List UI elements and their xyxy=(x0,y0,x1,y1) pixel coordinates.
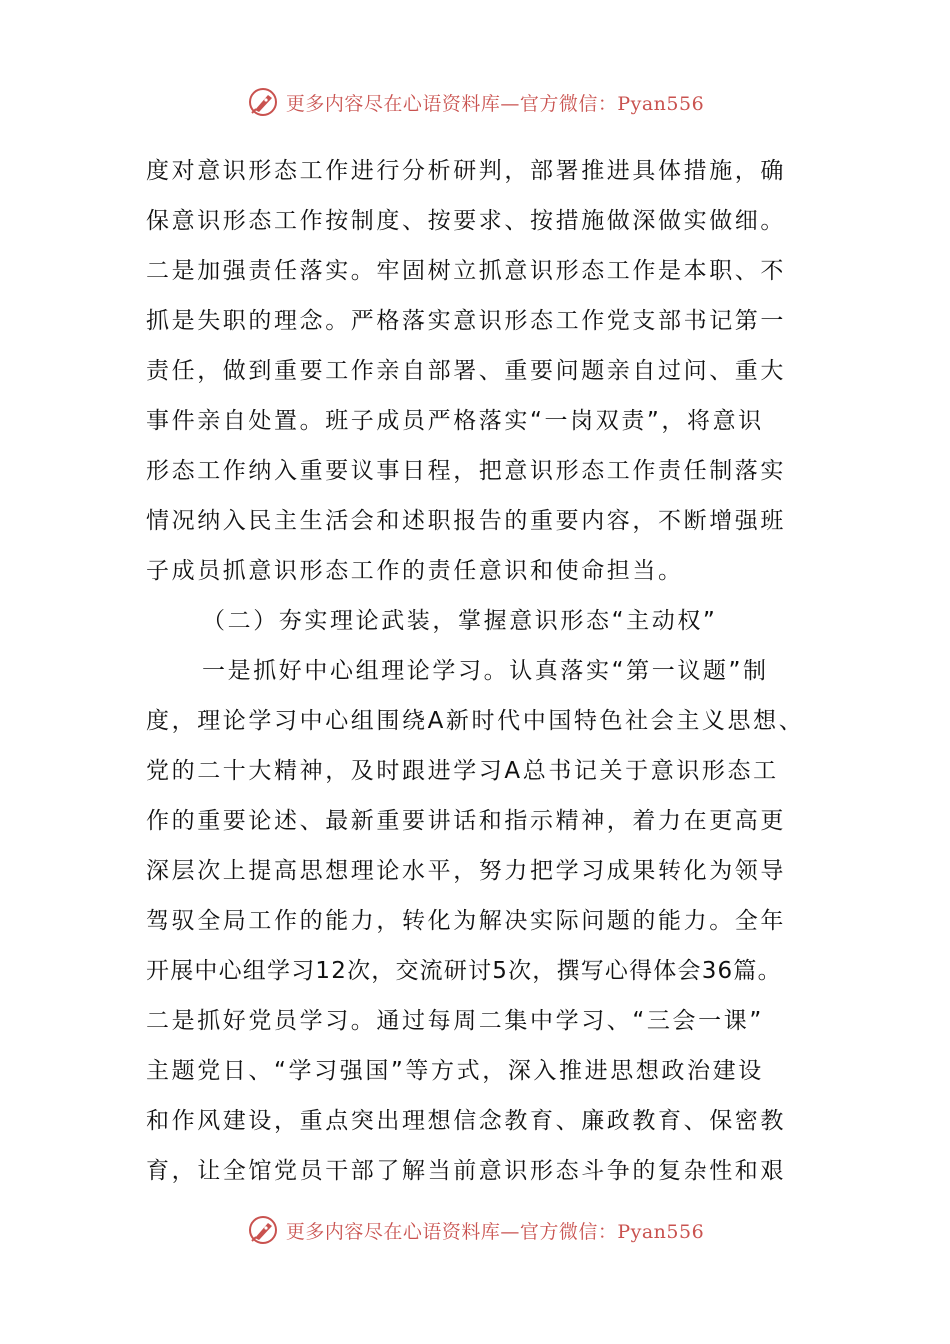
body-line: 育，让全馆党员干部了解当前意识形态斗争的复杂性和艰 xyxy=(146,1158,786,1184)
body-line: 党的二十大精神，及时跟进学习A总书记关于意识形态工 xyxy=(146,758,779,784)
body-line: 度对意识形态工作进行分析研判，部署推进具体措施，确 xyxy=(146,158,786,184)
body-line: 二是加强责任落实。牢固树立抓意识形态工作是本职、不 xyxy=(146,258,786,284)
watermark-text: 更多内容尽在心语资料库—官方微信：Pyan556 xyxy=(285,92,705,115)
watermark-text: 更多内容尽在心语资料库—官方微信：Pyan556 xyxy=(285,1220,705,1243)
body-line: 子成员抓意识形态工作的责任意识和使命担当。 xyxy=(146,558,684,584)
body-line: 二是抓好党员学习。通过每周二集中学习、“三会一课” xyxy=(146,1008,764,1034)
header-watermark-banner xyxy=(0,82,950,122)
body-line: 作的重要论述、最新重要讲话和指示精神，着力在更高更 xyxy=(146,808,786,834)
body-line: 主题党日、“学习强国”等方式，深入推进思想政治建设 xyxy=(146,1058,764,1084)
document-body xyxy=(146,146,812,1196)
body-line: 形态工作纳入重要议事日程，把意识形态工作责任制落实 xyxy=(146,458,786,484)
paragraph-first-line: 一是抓好中心组理论学习。认真落实“第一议题”制 xyxy=(202,658,769,684)
body-line: 深层次上提高思想理论水平，努力把学习成果转化为领导 xyxy=(146,858,786,884)
pen-nib-circle-icon xyxy=(246,85,280,119)
body-line: 情况纳入民主生活会和述职报告的重要内容，不断增强班 xyxy=(146,508,786,534)
section-heading: （二）夯实理论武装，掌握意识形态“主动权” xyxy=(202,608,718,634)
body-line: 责任，做到重要工作亲自部署、重要问题亲自过问、重大 xyxy=(146,358,786,384)
body-line: 抓是失职的理念。严格落实意识形态工作党支部书记第一 xyxy=(146,308,786,334)
body-line: 驾驭全局工作的能力，转化为解决实际问题的能力。全年 xyxy=(146,908,786,934)
body-line: 保意识形态工作按制度、按要求、按措施做深做实做细。 xyxy=(146,208,786,234)
body-line: 事件亲自处置。班子成员严格落实“一岗双责”，将意识 xyxy=(146,408,764,434)
body-line: 开展中心组学习12次，交流研讨5次，撰写心得体会36篇。 xyxy=(146,958,782,984)
body-line: 和作风建设，重点突出理想信念教育、廉政教育、保密教 xyxy=(146,1108,786,1134)
footer-watermark-banner xyxy=(0,1210,950,1250)
pen-nib-circle-icon xyxy=(246,1213,280,1247)
body-line: 度，理论学习中心组围绕A新时代中国特色社会主义思想、 xyxy=(146,708,805,734)
